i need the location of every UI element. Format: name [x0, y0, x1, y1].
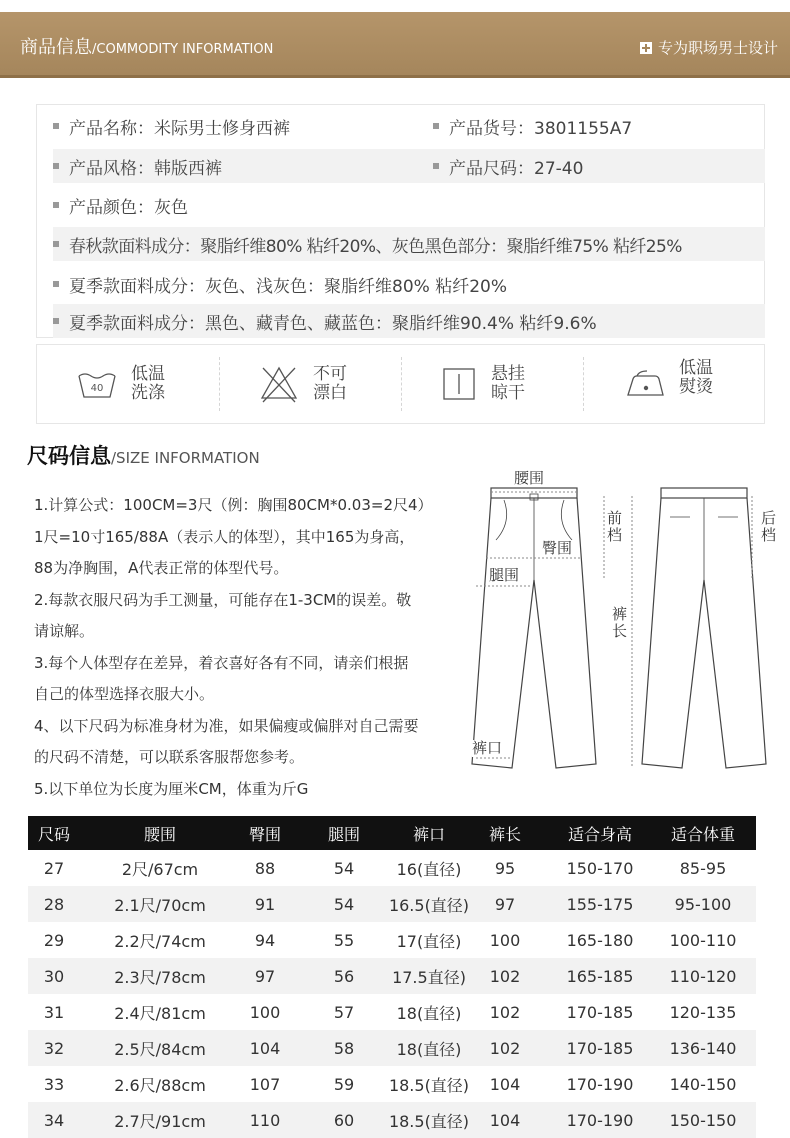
- table-cell: 16.5(直径): [388, 895, 470, 915]
- table-cell: 170-185: [566, 1002, 634, 1022]
- product-color: 产品颜色：灰色: [69, 197, 188, 218]
- care-label-bleach: 不可 漂白: [313, 364, 347, 403]
- info-row-4: [53, 227, 765, 261]
- table-cell: 57: [333, 1002, 355, 1022]
- fabric-spring-autumn: 春秋款面料成分：聚脂纤维80% 粘纤20%、灰色黑色部分：聚脂纤维75% 粘纤25%: [69, 236, 682, 257]
- table-cell: 59: [333, 1074, 355, 1094]
- table-cell: 88: [254, 858, 276, 878]
- info-row-5: [53, 267, 753, 301]
- info-row-1: [53, 109, 753, 143]
- table-cell: 100: [489, 930, 521, 950]
- table-cell: 170-190: [566, 1074, 634, 1094]
- table-cell: 100: [249, 1002, 281, 1022]
- divider: [401, 357, 402, 411]
- table-cell: 136-140: [669, 1038, 737, 1058]
- table-cell: 2.2尺/74cm: [114, 931, 206, 951]
- diagram-label-back-rise: 后档: [761, 509, 777, 544]
- product-style: 产品风格：韩版西裤: [69, 158, 222, 179]
- table-cell: 102: [489, 1038, 521, 1058]
- table-row: [28, 1030, 756, 1066]
- note-line: 3.每个人体型存在差异，着衣喜好各有不同，请亲们根据: [34, 653, 409, 672]
- note-line: 的尺码不清楚，可以联系客服帮您参考。: [34, 748, 305, 766]
- table-cell: 54: [333, 894, 355, 914]
- table-cell: 60: [333, 1110, 355, 1130]
- diagram-label-front-rise: 前档: [607, 509, 623, 544]
- bullet-icon: [53, 202, 59, 208]
- table-cell: 18(直径): [396, 1039, 462, 1059]
- table-row: [28, 850, 756, 886]
- table-cell: 27: [43, 858, 65, 878]
- table-cell: 110-120: [669, 966, 737, 986]
- table-cell: 54: [333, 858, 355, 878]
- table-cell: 18(直径): [396, 1003, 462, 1023]
- table-cell: 91: [254, 894, 276, 914]
- table-cell: 28: [43, 894, 65, 914]
- info-cell-sku: [433, 114, 632, 139]
- section-title: [20, 33, 273, 59]
- product-info-panel: [36, 104, 765, 338]
- care-item-bleach: [259, 345, 347, 423]
- info-cell-size: [433, 154, 583, 179]
- table-row: [28, 994, 756, 1030]
- note-line: 1尺=10寸165/88A（表示人的体型），其中165为身高，: [34, 527, 415, 546]
- plus-icon: [640, 42, 652, 54]
- bullet-icon: [433, 163, 439, 169]
- table-cell: 100-110: [669, 930, 737, 950]
- section-header-commodity: [0, 12, 790, 78]
- size-notes: [34, 490, 474, 805]
- care-label-wash: 低温 洗涤: [131, 364, 165, 403]
- pants-measurement-diagram: [464, 462, 784, 782]
- table-cell: 95-100: [674, 894, 732, 914]
- product-name: 产品名称：米际男士修身西裤: [69, 118, 290, 139]
- table-cell: 2尺/67cm: [121, 859, 199, 879]
- care-item-dry: [441, 345, 525, 423]
- table-cell: 2.6尺/88cm: [114, 1075, 206, 1095]
- col-header: 臀围: [248, 824, 281, 844]
- table-cell: 2.1尺/70cm: [114, 895, 206, 915]
- bullet-icon: [433, 123, 439, 129]
- col-header: 裤长: [488, 824, 521, 844]
- table-cell: 104: [489, 1074, 521, 1094]
- col-header: 尺码: [37, 824, 70, 844]
- fabric-summer-dark: 夏季款面料成分：黑色、藏青色、藏蓝色：聚脂纤维90.4% 粘纤9.6%: [69, 313, 597, 334]
- tagline: [640, 37, 778, 58]
- table-cell: 29: [43, 930, 65, 950]
- table-cell: 33: [43, 1074, 65, 1094]
- care-label-iron: 低温 熨烫: [679, 358, 713, 397]
- table-header: [28, 816, 756, 850]
- section-title-en: /COMMODITY INFORMATION: [92, 42, 274, 57]
- table-cell: 165-180: [566, 930, 634, 950]
- table-cell: 56: [333, 966, 355, 986]
- table-cell: 150-150: [669, 1110, 737, 1130]
- diagram-label-hem: 裤口: [472, 739, 503, 757]
- bullet-icon: [53, 241, 59, 247]
- table-cell: 58: [333, 1038, 355, 1058]
- product-sku: 产品货号：3801155A7: [449, 118, 633, 139]
- iron-low-icon: [625, 369, 665, 399]
- table-cell: 17(直径): [396, 931, 462, 951]
- table-cell: 17.5直径): [392, 967, 466, 987]
- table-cell: 34: [43, 1110, 65, 1130]
- table-cell: 2.4尺/81cm: [114, 1003, 206, 1023]
- table-cell: 97: [254, 966, 276, 986]
- divider: [219, 357, 220, 411]
- info-row-2: [53, 149, 765, 183]
- note-line: 1.计算公式：100CM=3尺（例：胸围80CM*0.03=2尺4）: [34, 496, 433, 514]
- note-line: 88为净胸围，A代表正常的体型代号。: [34, 559, 289, 577]
- section-title-cn: 商品信息: [20, 37, 92, 58]
- info-row-6: [53, 304, 765, 338]
- table-cell: 150-170: [566, 858, 634, 878]
- tagline-text: 专为职场男士设计: [657, 39, 778, 57]
- table-cell: 120-135: [669, 1002, 737, 1022]
- note-line: 2.每款衣服尺码为手工测量，可能存在1-3CM的误差。敬: [34, 590, 412, 609]
- care-label-dry: 悬挂 晾干: [491, 364, 525, 403]
- diagram-label-thigh: 腿围: [489, 566, 520, 584]
- bullet-icon: [53, 281, 59, 287]
- table-cell: 104: [249, 1038, 281, 1058]
- table-cell: 102: [489, 966, 521, 986]
- table-body: [28, 850, 756, 1138]
- table-cell: 16(直径): [396, 859, 462, 879]
- product-size: 产品尺码：27-40: [449, 158, 584, 179]
- table-row: [28, 958, 756, 994]
- col-header: 适合体重: [670, 824, 735, 844]
- table-row: [28, 886, 756, 922]
- note-line: 自己的体型选择衣服大小。: [34, 685, 215, 703]
- fabric-summer-grey: 夏季款面料成分：灰色、浅灰色：聚脂纤维80% 粘纤20%: [69, 276, 507, 297]
- table-cell: 30: [43, 966, 65, 986]
- bullet-icon: [53, 123, 59, 129]
- note-line: 5.以下单位为长度为厘米CM，体重为斤G: [34, 779, 309, 798]
- table-cell: 97: [494, 894, 516, 914]
- wash-40-icon: [77, 368, 117, 400]
- diagram-label-hip: 臀围: [542, 539, 573, 557]
- hang-dry-icon: [441, 366, 477, 402]
- diagram-label-waist: 腰围: [514, 469, 545, 487]
- table-cell: 110: [249, 1110, 281, 1130]
- size-title-en: /SIZE INFORMATION: [111, 449, 260, 467]
- diagram-label-length: 裤长: [612, 605, 628, 640]
- svg-text:40: 40: [90, 383, 104, 394]
- bullet-icon: [53, 163, 59, 169]
- size-table: [28, 816, 756, 1138]
- note-line: 4、以下尺码为标准身材为准，如果偏瘦或偏胖对自己需要: [34, 716, 419, 735]
- divider: [583, 357, 584, 411]
- table-cell: 155-175: [566, 894, 634, 914]
- table-row: [28, 1102, 756, 1138]
- table-cell: 85-95: [679, 858, 727, 878]
- note-line: 请谅解。: [34, 622, 95, 640]
- table-cell: 95: [494, 858, 516, 878]
- table-cell: 18.5(直径): [388, 1075, 470, 1095]
- bullet-icon: [53, 318, 59, 324]
- size-title-cn: 尺码信息: [27, 444, 111, 468]
- col-header: 裤口: [412, 824, 445, 844]
- col-header: 腿围: [327, 824, 360, 844]
- care-item-wash: [77, 345, 165, 423]
- table-cell: 31: [43, 1002, 65, 1022]
- table-cell: 102: [489, 1002, 521, 1022]
- table-cell: 107: [249, 1074, 281, 1094]
- info-row-3: [53, 188, 753, 222]
- care-item-iron: [625, 345, 713, 423]
- table-row: [28, 922, 756, 958]
- table-cell: 104: [489, 1110, 521, 1130]
- care-instructions: [36, 344, 765, 424]
- table-cell: 170-190: [566, 1110, 634, 1130]
- size-section-title: [27, 440, 260, 470]
- table-cell: 165-185: [566, 966, 634, 986]
- table-cell: 2.5尺/84cm: [114, 1039, 206, 1059]
- table-cell: 94: [254, 930, 276, 950]
- no-bleach-icon: [259, 364, 299, 404]
- table-cell: 55: [333, 930, 355, 950]
- table-cell: 140-150: [669, 1074, 737, 1094]
- table-cell: 2.3尺/78cm: [114, 967, 206, 987]
- col-header: 适合身高: [567, 824, 632, 844]
- col-header: 腰围: [143, 824, 176, 844]
- table-cell: 18.5(直径): [388, 1111, 470, 1131]
- table-cell: 170-185: [566, 1038, 634, 1058]
- table-cell: 32: [43, 1038, 65, 1058]
- table-row: [28, 1066, 756, 1102]
- table-cell: 2.7尺/91cm: [114, 1111, 206, 1131]
